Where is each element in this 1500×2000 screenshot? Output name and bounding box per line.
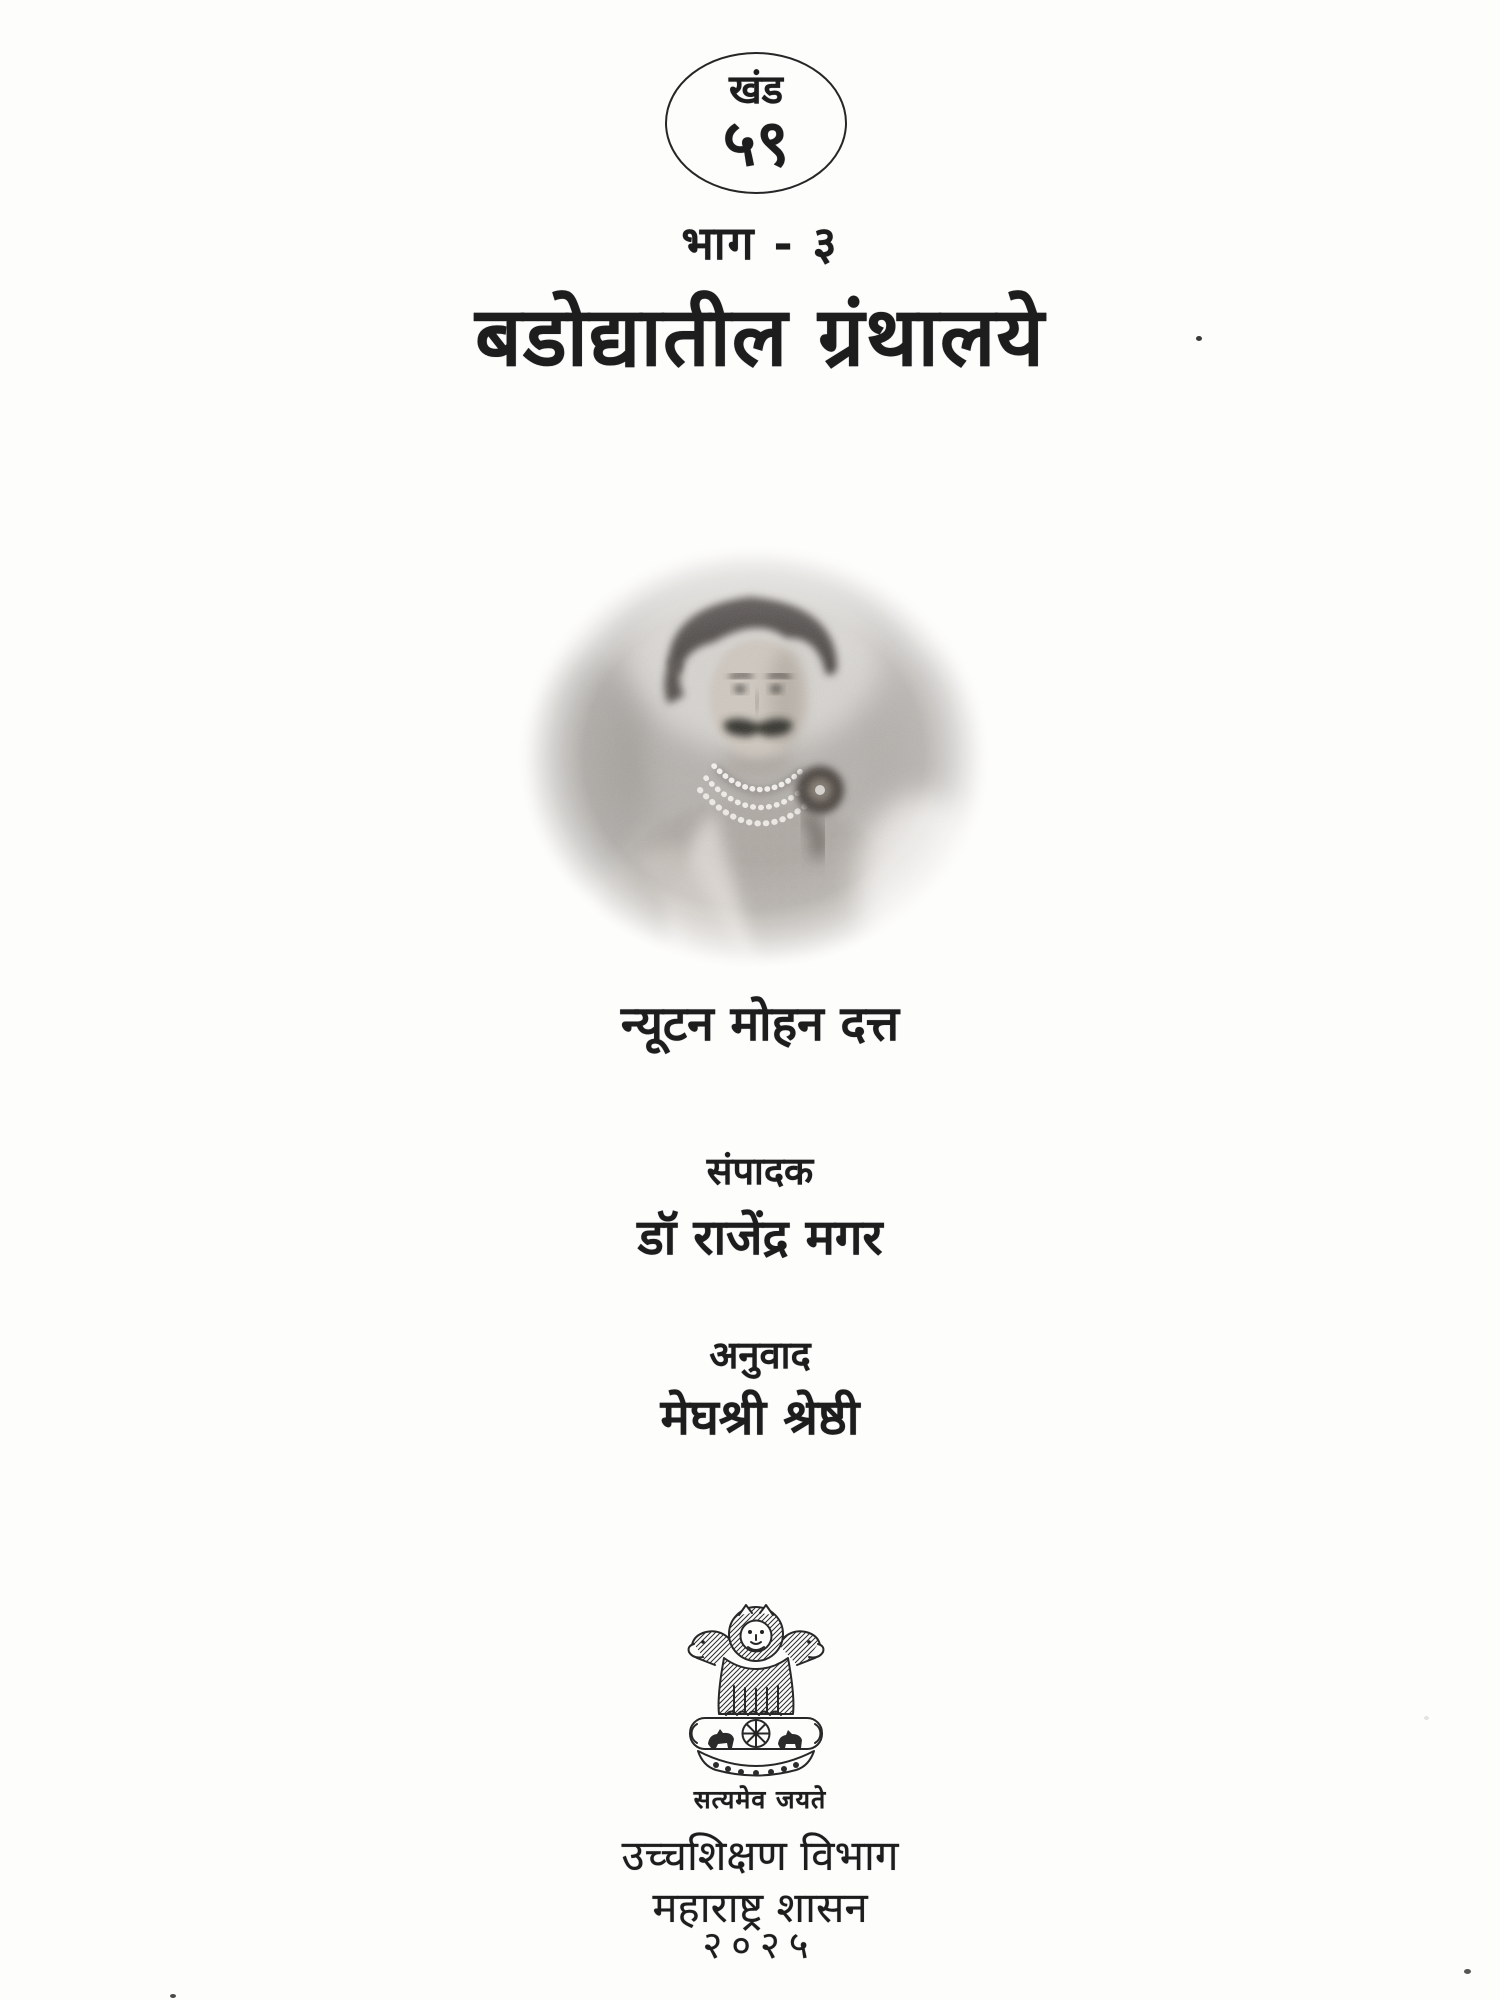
book-title: बडोद्यातील ग्रंथालये: [475, 289, 1045, 385]
scan-speck: [1196, 336, 1202, 341]
editor-name: डॉ राजेंद्र मगर: [637, 1208, 883, 1266]
translator-name: मेघश्री श्रेष्ठी: [660, 1388, 860, 1446]
author-name: न्यूटन मोहन दत्त: [620, 996, 900, 1052]
volume-badge: [665, 52, 847, 194]
emblem-motto: सत्यमेव जयते: [693, 1785, 827, 1814]
publication-year: २०२५: [702, 1923, 818, 1967]
scan-speck: [1464, 1969, 1471, 1974]
volume-number: ५९: [722, 106, 790, 181]
part-label: भाग - ३: [681, 216, 839, 270]
translation-label: अनुवाद: [709, 1332, 811, 1377]
maharaja-portrait-photo: [518, 546, 990, 970]
scan-speck: [170, 1994, 176, 1998]
editor-label: संपादक: [706, 1148, 814, 1193]
publisher-government: महाराष्ट्र शासन: [652, 1883, 868, 1932]
publisher-department: उच्चशिक्षण विभाग: [621, 1831, 899, 1880]
scan-speck: [1424, 1716, 1429, 1720]
volume-label: खंड: [728, 66, 784, 113]
ashoka-lion-capital-icon: [664, 1594, 848, 1786]
